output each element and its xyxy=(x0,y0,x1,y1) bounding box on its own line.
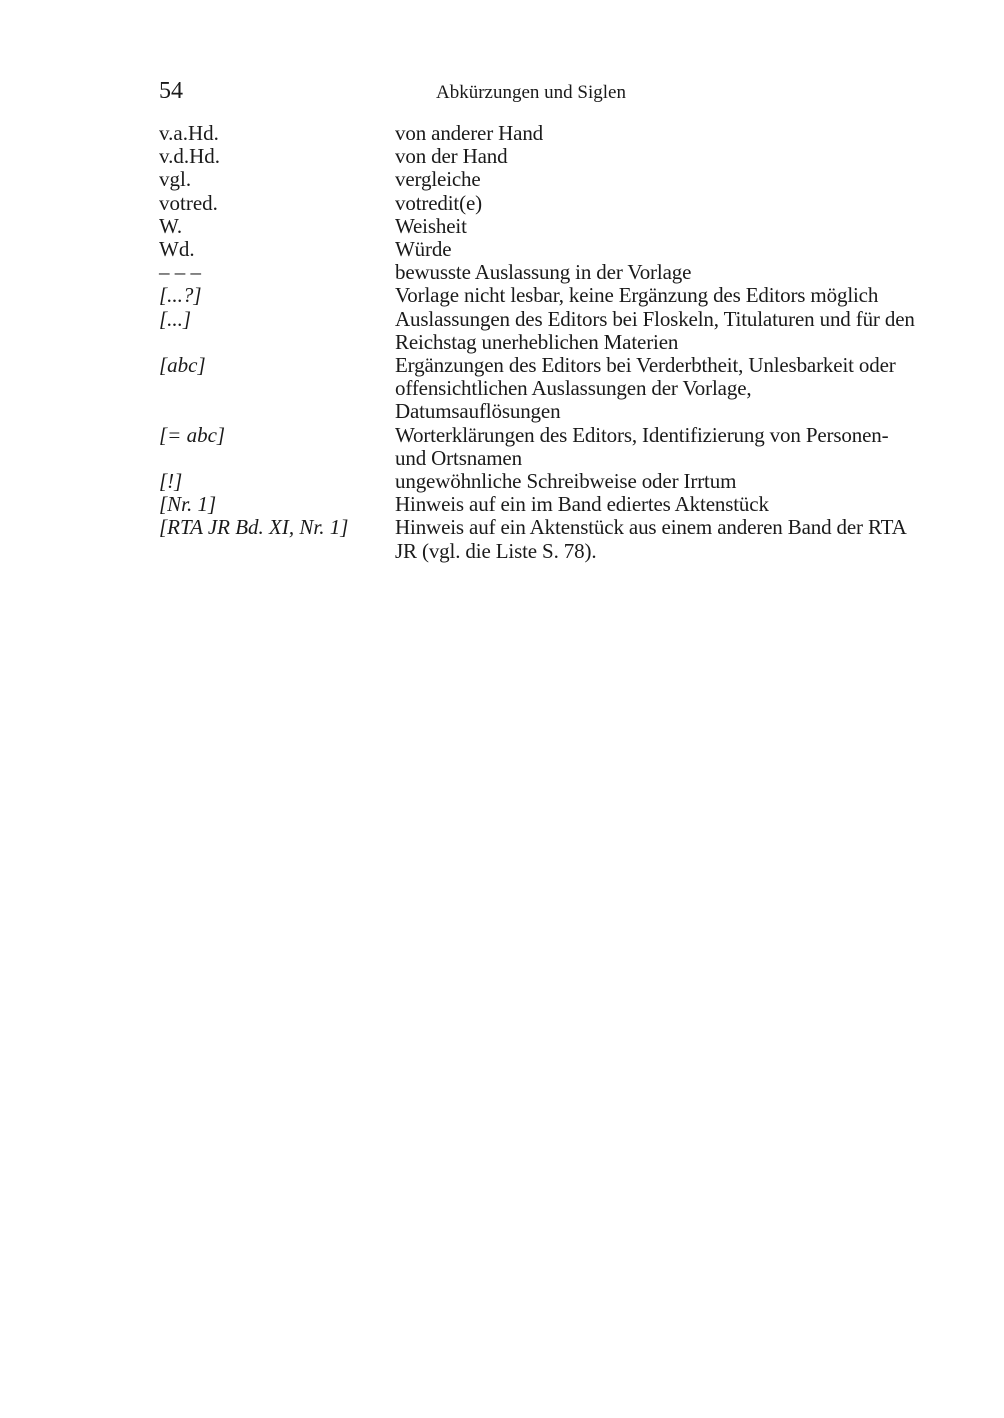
abbreviation: [...?] xyxy=(159,283,202,308)
abbreviation-entry xyxy=(159,168,919,191)
explanation: Hinweis auf ein Aktenstück aus einem anderen Band der RTA JR (vgl. die Liste S. 78). xyxy=(395,515,906,563)
abbreviation-entry xyxy=(159,354,919,424)
abbreviation: v.a.Hd. xyxy=(159,121,219,145)
abbreviation-entry xyxy=(159,516,919,562)
abbreviation: [= abc] xyxy=(159,422,226,447)
abbreviation-entry xyxy=(159,470,919,493)
abbreviation-entry xyxy=(159,238,919,261)
explanation: bewusste Auslassung in der Vorlage xyxy=(395,260,692,285)
explanation: ungewöhnliche Schreibweise oder Irrtum xyxy=(395,469,737,494)
running-head: Abkürzungen und Siglen xyxy=(436,82,626,103)
explanation: vergleiche xyxy=(395,167,481,192)
explanation: Auslassungen des Editors bei Floskeln, Titulaturen und für den Reichstag unerheblichen Materien xyxy=(395,306,915,354)
abbreviation-list xyxy=(159,122,919,563)
abbreviation: vgl. xyxy=(159,167,192,192)
abbreviation-entry xyxy=(159,493,919,516)
explanation: votredit(e) xyxy=(395,190,482,215)
explanation: Würde xyxy=(395,237,452,262)
abbreviation: v.d.Hd. xyxy=(159,144,221,169)
abbreviation: – – – xyxy=(159,260,201,285)
abbreviation-entry xyxy=(159,308,919,354)
page-number: 54 xyxy=(159,78,183,104)
abbreviation-entry xyxy=(159,122,919,145)
abbreviation: [Nr. 1] xyxy=(159,492,217,517)
abbreviation-entry xyxy=(159,424,919,470)
explanation: Weisheit xyxy=(395,213,467,238)
abbreviation: W. xyxy=(159,213,183,238)
abbreviation-entry xyxy=(159,261,919,284)
abbreviation-entry xyxy=(159,215,919,238)
abbreviation: [abc] xyxy=(159,353,206,378)
abbreviation: votred. xyxy=(159,190,218,215)
explanation: von anderer Hand xyxy=(395,121,544,145)
abbreviation-entry xyxy=(159,192,919,215)
abbreviation-entry xyxy=(159,145,919,168)
abbreviation: [RTA JR Bd. XI, Nr. 1] xyxy=(159,515,349,540)
abbreviation-entry xyxy=(159,284,919,307)
abbreviation: [!] xyxy=(159,469,183,494)
explanation: von der Hand xyxy=(395,144,508,169)
explanation: Ergänzungen des Editors bei Verderbtheit, Unlesbarkeit oder offensichtlichen Auslassungen der Vorlage, Datumsauflösungen xyxy=(395,353,896,424)
explanation: Worterklärungen des Editors, Identifizierung von Personen- und Ortsnamen xyxy=(395,422,889,470)
explanation: Vorlage nicht lesbar, keine Ergänzung des Editors möglich xyxy=(395,283,879,308)
abbreviation: Wd. xyxy=(159,237,195,262)
abbreviation: [...] xyxy=(159,306,192,331)
explanation: Hinweis auf ein im Band ediertes Aktenstück xyxy=(395,492,769,517)
